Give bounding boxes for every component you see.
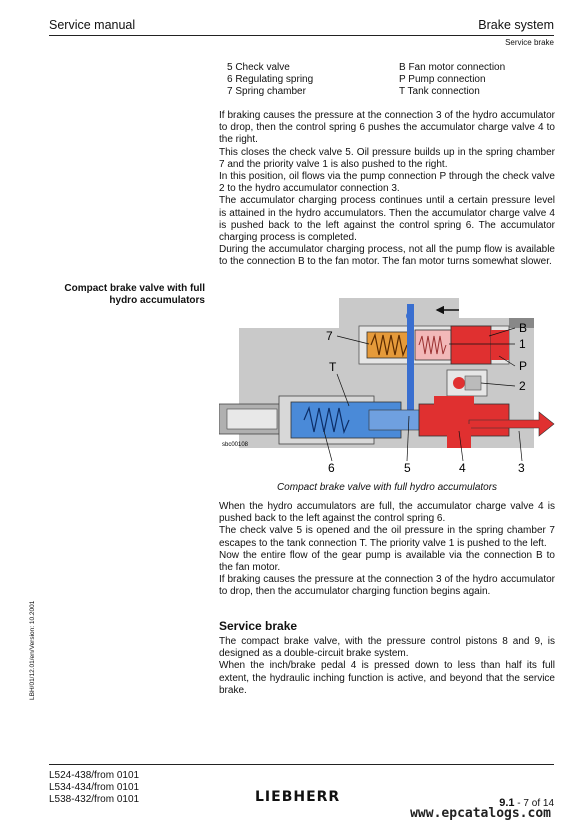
- legend-item: 5 Check valve: [227, 62, 290, 73]
- label-5: 5: [404, 461, 411, 475]
- pump-port-spool: [451, 326, 491, 364]
- model-item: L538-432/from 0101: [49, 794, 140, 805]
- paragraph: This closes the check valve 5. Oil pressure builds up in the spring chamber 7 and the priority valve 1 is also pushed to the right.: [219, 146, 555, 170]
- vertical-version-text: LBH/01/12.01/en/Version: 10.2001: [29, 600, 36, 700]
- model-list: [49, 770, 139, 806]
- page-section: 9.1: [499, 797, 515, 809]
- blue-channel: [407, 304, 414, 416]
- legend-item: 6 Regulating spring: [227, 74, 314, 85]
- label-3: 3: [518, 461, 525, 475]
- side-label: Compact brake valve with full hydro accumulators: [64, 283, 205, 306]
- label-B: B: [519, 321, 528, 335]
- header-left-title: Service manual: [49, 18, 136, 32]
- liebherr-logo: LIEBHERR: [255, 789, 341, 805]
- label-T: T: [329, 360, 337, 374]
- label-P: P: [519, 359, 528, 373]
- paragraph: In this position, oil flows via the pump connection P through the check valve 2 to the hydro accumulator connection 3.: [219, 171, 555, 195]
- paragraph: If braking causes the pressure at the connection 3 of the hydro accumulator to drop, then the control spring 6 pushes the accumulator charge valve 4 to the right.: [219, 110, 555, 146]
- footer-divider: [49, 764, 554, 765]
- watermark-text: www.epcatalogs.com: [410, 806, 551, 821]
- valve-diagram: [219, 296, 555, 476]
- paragraph: When the hydro accumulators are full, the accumulator charge valve 4 is pushed back to the left against the control spring 6.: [219, 501, 555, 525]
- model-item: L534-434/from 0101: [49, 782, 140, 793]
- paragraph: Now the entire flow of the gear pump is available via the connection B to the fan motor.: [219, 549, 555, 574]
- paragraph: The accumulator charging process continues until a certain pressure level is attained in the hydro accumulators. Then the accumulator charge valve 4 is pushed back to the left against the control spring 6. The accumulator charging process is completed.: [219, 195, 555, 244]
- label-4: 4: [459, 461, 466, 475]
- paragraph-block-2: [219, 501, 555, 599]
- header-right-title: Brake system: [478, 18, 554, 32]
- header-subtitle: Service brake: [505, 38, 554, 47]
- paragraph: The compact brake valve, with the pressure control pistons 8 and 9, is designed as a double-circuit brake system.: [219, 636, 555, 660]
- label-6: 6: [328, 461, 335, 475]
- figure-caption: Compact brake valve with full hydro accumulators: [276, 482, 498, 493]
- paragraph: During the accumulator charging process, not all the pump flow is available to the connection B to the fan motor. The fan motor turns somewhat slower.: [219, 244, 555, 268]
- legend-item: P Pump connection: [399, 74, 486, 85]
- figure-code: sbc00108: [222, 442, 249, 448]
- model-item: L524-438/from 0101: [49, 770, 140, 781]
- paragraph-block-3: [219, 636, 555, 697]
- legend-item: B Fan motor connection: [399, 62, 506, 73]
- legend-item: 7 Spring chamber: [227, 86, 306, 97]
- label-7: 7: [326, 329, 333, 343]
- paragraph: If braking causes the pressure at the connection 3 of the hydro accumulator to drop, then the accumulator charging function begins again.: [219, 574, 555, 598]
- legend-item: T Tank connection: [399, 86, 480, 97]
- legend: [227, 62, 547, 98]
- paragraph-block-1: [219, 110, 555, 274]
- header-divider: [49, 35, 554, 36]
- paragraph: When the inch/brake pedal 4 is pressed down to less than half its full extent, the hydraulic inching function is active, and beyond that the service brake.: [219, 660, 555, 696]
- paragraph: The check valve 5 is opened and the oil pressure in the spring chamber 7 escapes to the tank connection T. The priority valve 1 is pushed to the left.: [219, 525, 555, 549]
- page-of: - 7 of 14: [514, 798, 554, 809]
- label-1: 1: [519, 337, 526, 351]
- label-2: 2: [519, 379, 526, 393]
- section-title: Service brake: [219, 619, 298, 633]
